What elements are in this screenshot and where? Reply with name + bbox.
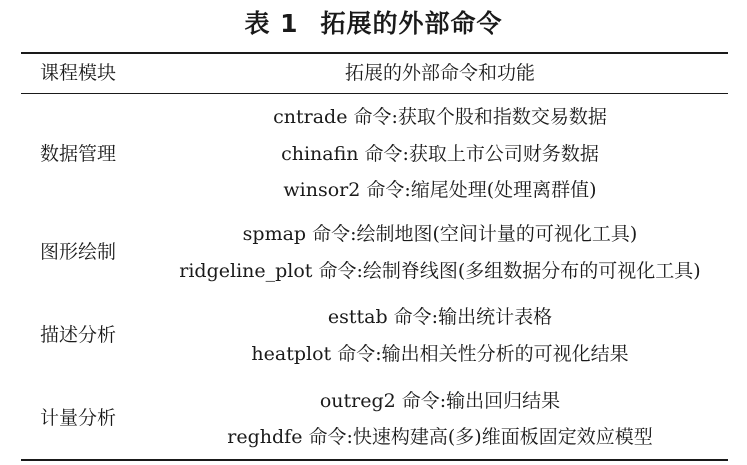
module-econometric-analysis: 计量分析 [40,407,117,429]
table-caption-number: 表 1 [244,9,299,38]
command-item: chinafin 命令:获取上市公司财务数据 [281,143,599,165]
header-course-module: 课程模块 [40,62,117,84]
module-descriptive-analysis: 描述分析 [40,324,117,346]
module-data-management: 数据管理 [40,143,117,165]
table-top-rule [21,52,728,54]
command-item: ridgeline_plot 命令:绘制脊线图(多组数据分布的可视化工具) [179,260,701,282]
command-item: outreg2 命令:输出回归结果 [319,390,561,412]
table-caption-title: 拓展的外部命令 [320,9,503,38]
table-caption [0,4,747,40]
command-item: spmap 命令:绘制地图(空间计量的可视化工具) [242,223,638,245]
command-item: cntrade 命令:获取个股和指数交易数据 [273,106,607,128]
command-item: reghdfe 命令:快速构建高(多)维面板固定效应模型 [227,426,653,448]
module-graph-plotting: 图形绘制 [40,241,117,263]
command-item: esttab 命令:输出统计表格 [327,306,553,328]
table-header-rule [21,93,728,94]
command-item: heatplot 命令:输出相关性分析的可视化结果 [251,343,629,365]
table-bottom-rule [21,459,728,461]
header-commands-functions: 拓展的外部命令和功能 [344,62,535,84]
command-item: winsor2 命令:缩尾处理(处理离群值) [283,179,597,201]
